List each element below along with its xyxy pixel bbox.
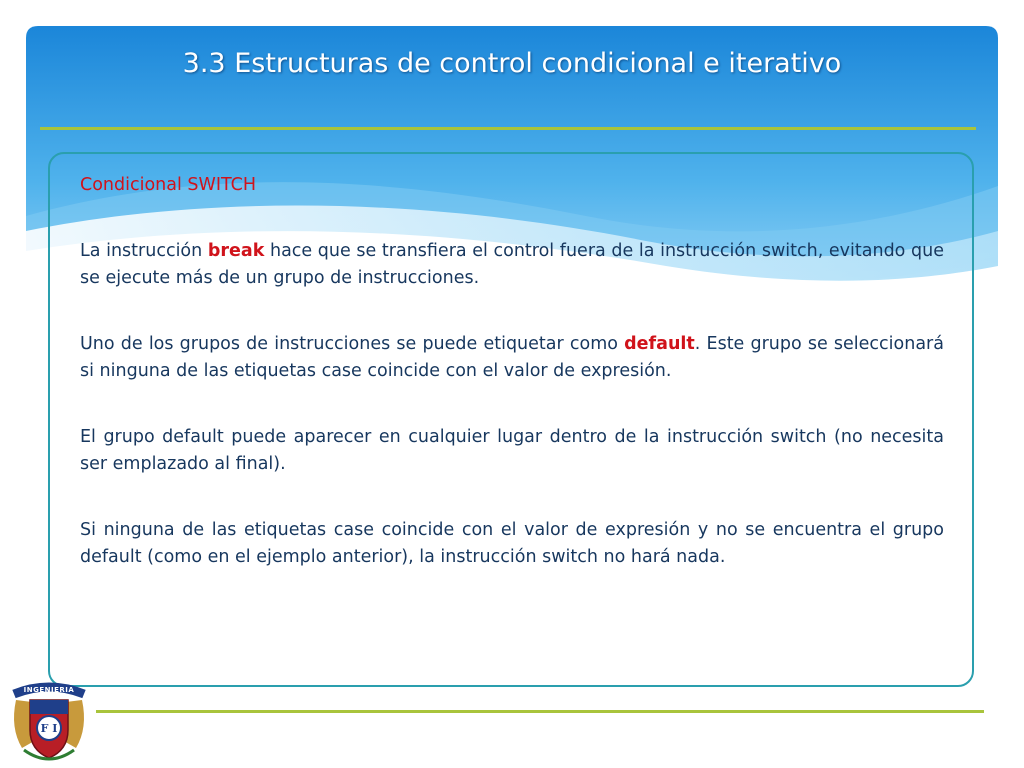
keyword-default: default [624, 334, 695, 354]
keyword-break: break [207, 241, 265, 261]
paragraph-text: . Este grupo se seleccionará si ninguna de las etiquetas case coincide con el valor de expresión. [80, 334, 944, 381]
paragraph-break [80, 238, 944, 292]
svg-text:INGENIERIA: INGENIERIA [23, 686, 75, 694]
paragraph-default-position: El grupo default puede aparecer en cualquier lugar dentro de la instrucción switch (no necesita ser emplazado al final). [80, 427, 944, 474]
paragraph-text: Uno de los grupos de instrucciones se puede etiquetar como [80, 334, 625, 354]
paragraph-default [80, 331, 944, 385]
content-area [80, 172, 944, 610]
title-divider [40, 127, 976, 130]
section-subtitle: Condicional SWITCH [80, 175, 257, 195]
footer-divider [96, 710, 984, 713]
paragraph-no-match: Si ninguna de las etiquetas case coincide con el valor de expresión y no se encuentra el grupo default (como en el ejemplo anterior), la instrucción switch no hará nada. [80, 520, 944, 567]
paragraph-text: hace que se transfiera el control fuera de la instrucción switch, evitando que se ejecute más de un grupo de instrucciones. [80, 241, 944, 288]
ingenieria-logo [8, 678, 90, 766]
svg-text:F I: F I [40, 722, 58, 735]
paragraph-text: La instrucción [80, 241, 208, 261]
slide-title: 3.3 Estructuras de control condicional e iterativo [182, 48, 842, 79]
